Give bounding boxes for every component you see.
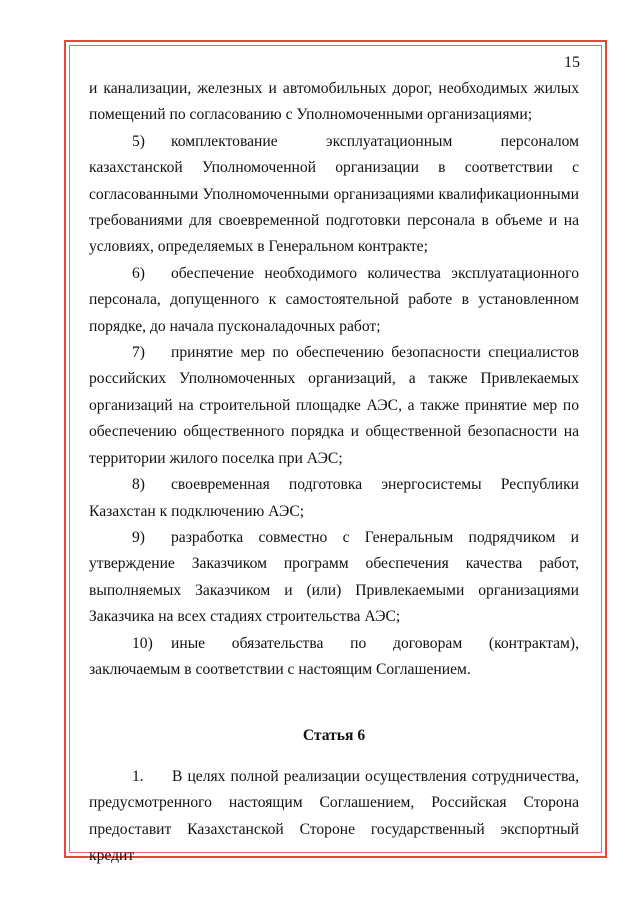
- list-item: [89, 472, 579, 525]
- article-heading: Статья 6: [302, 727, 366, 745]
- list-item: [89, 340, 579, 472]
- list-item-number: 5): [132, 132, 145, 150]
- list-item-number: 9): [132, 528, 145, 546]
- continuation-paragraph: и канализации, железных и автомобильных дорог, необходимых жилых помещений по согласованию с Уполномоченными организациями;: [89, 80, 579, 124]
- article-paragraph-number: 1.: [132, 767, 144, 785]
- list-item: [89, 261, 579, 340]
- list-item-number: 8): [132, 476, 145, 494]
- list-item-number: 6): [132, 264, 145, 282]
- document-body: [89, 76, 579, 869]
- list-item-text: принятие мер по обеспечению безопасности специалистов российских Уполномоченных организаций, а также Привлекаемых организаций на строительной площадке АЭС, а также принятие мер по обеспечению общественного порядка и общественной безопасности на территории жилого поселка при АЭС;: [89, 344, 579, 467]
- list-item: [89, 525, 579, 631]
- list-item: [89, 129, 579, 261]
- list-item-text: обеспечение необходимого количества эксплуатационного персонала, допущенного к самостоятельной работе в установленном порядке, до начала пусконаладочных работ;: [89, 264, 579, 335]
- article-paragraph-text: В целях полной реализации осуществления сотрудничества, предусмотренного настоящим Соглашением, Российская Сторона предоставит Казахстанской Стороне государственный экспортный кредит: [89, 767, 579, 864]
- list-item: [89, 631, 579, 684]
- list-item-text: комплектование эксплуатационным персоналом казахстанской Уполномоченной организации в соответствии с согласованными Уполномоченными организациями квалификационными требованиями для своевременной подготовки персонала в объеме и на условиях, определяемых в Генеральном контракте;: [89, 132, 579, 256]
- list-item-text: своевременная подготовка энергосистемы Республики Казахстан к подключению АЭС;: [89, 476, 579, 520]
- list-item-text: иные обязательства по договорам (контрактам), заключаемым в соответствии с настоящим Соглашением.: [89, 634, 579, 678]
- list-item-number: 10): [132, 634, 153, 652]
- list-item-text: разработка совместно с Генеральным подрядчиком и утверждение Заказчиком программ обеспечения качества работ, выполняемых Заказчиком и (или) Привлекаемыми организациями Заказчика на всех стадиях строительства АЭС;: [89, 528, 579, 626]
- list-item-number: 7): [132, 344, 145, 362]
- page-number: 15: [564, 54, 580, 71]
- article-paragraph: [89, 764, 579, 870]
